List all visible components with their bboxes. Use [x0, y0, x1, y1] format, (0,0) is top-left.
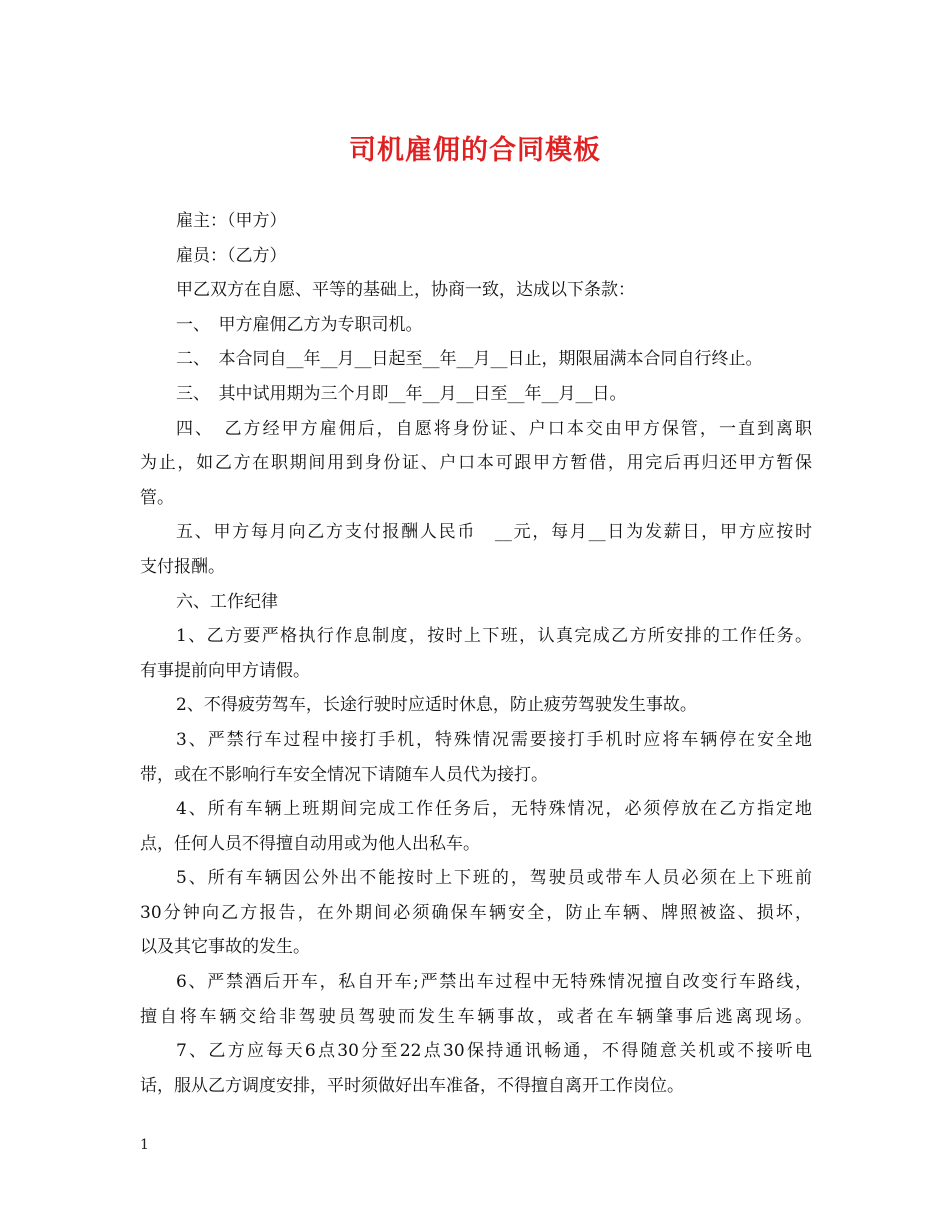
text-line: 支付报酬。: [140, 556, 225, 577]
text-line: 一、 甲方雇佣乙方为专职司机。: [176, 314, 423, 335]
document-title: 司机雇佣的合同模板: [349, 135, 601, 166]
text-line: 雇员：（乙方）: [176, 245, 287, 266]
text-line: 有事提前向甲方请假。: [140, 660, 310, 681]
text-line: 四、 乙方经甲方雇佣后，自愿将身份证、户口本交由甲方保管，一直到离职: [176, 418, 812, 439]
text-line: 30分钟向乙方报告，在外期间必须确保车辆安全，防止车辆、牌照被盗、损坏，: [140, 902, 812, 923]
text-line: 7、乙方应每天6点30分至22点30保持通讯畅通，不得随意关机或不接听电: [176, 1041, 812, 1062]
page-number: 1: [140, 1137, 149, 1153]
text-line: 以及其它事故的发生。: [140, 937, 310, 958]
document-body: [140, 204, 812, 1103]
text-line: 6、严禁酒后开车，私自开车;严禁出车过程中无特殊情况擅自改变行车路线，: [176, 972, 812, 993]
text-line: 管。: [140, 487, 174, 508]
text-line: 2、不得疲劳驾车，长途行驶时应适时休息，防止疲劳驾驶发生事故。: [176, 695, 697, 716]
text-line: 3、严禁行车过程中接打手机，特殊情况需要接打手机时应将车辆停在安全地: [176, 729, 812, 750]
text-line: 二、 本合同自__年__月__日起至__年__月__日止，期限届满本合同自行终止。: [176, 349, 763, 370]
text-line: 五、甲方每月向乙方支付报酬人民币 __元，每月__日为发薪日，甲方应按时: [176, 522, 812, 543]
text-line: 擅自将车辆交给非驾驶员驾驶而发生车辆事故，或者在车辆肇事后逃离现场。: [140, 1006, 812, 1027]
text-line: 点，任何人员不得擅自动用或为他人出私车。: [140, 833, 480, 854]
text-line: 三、 其中试用期为三个月即__年__月__日至__年__月__日。: [176, 383, 627, 404]
text-line: 1、乙方要严格执行作息制度，按时上下班，认真完成乙方所安排的工作任务。: [176, 626, 812, 647]
text-line: 六、工作纪律: [176, 591, 278, 612]
text-line: 雇主：（甲方）: [176, 211, 287, 231]
text-line: 为止，如乙方在职期间用到身份证、户口本可跟甲方暂借，用完后再归还甲方暂保: [140, 453, 812, 474]
text-line: 话，服从乙方调度安排，平时须做好出车准备，不得擅自离开工作岗位。: [140, 1075, 684, 1096]
text-line: 甲乙双方在自愿、平等的基础上，协商一致，达成以下条款：: [176, 280, 635, 301]
text-line: 带，或在不影响行车安全情况下请随车人员代为接打。: [140, 764, 548, 785]
text-line: 4、所有车辆上班期间完成工作任务后，无特殊情况，必须停放在乙方指定地: [176, 799, 812, 820]
text-line: 5、所有车辆因公外出不能按时上下班的，驾驶员或带车人员必须在上下班前: [176, 868, 812, 889]
